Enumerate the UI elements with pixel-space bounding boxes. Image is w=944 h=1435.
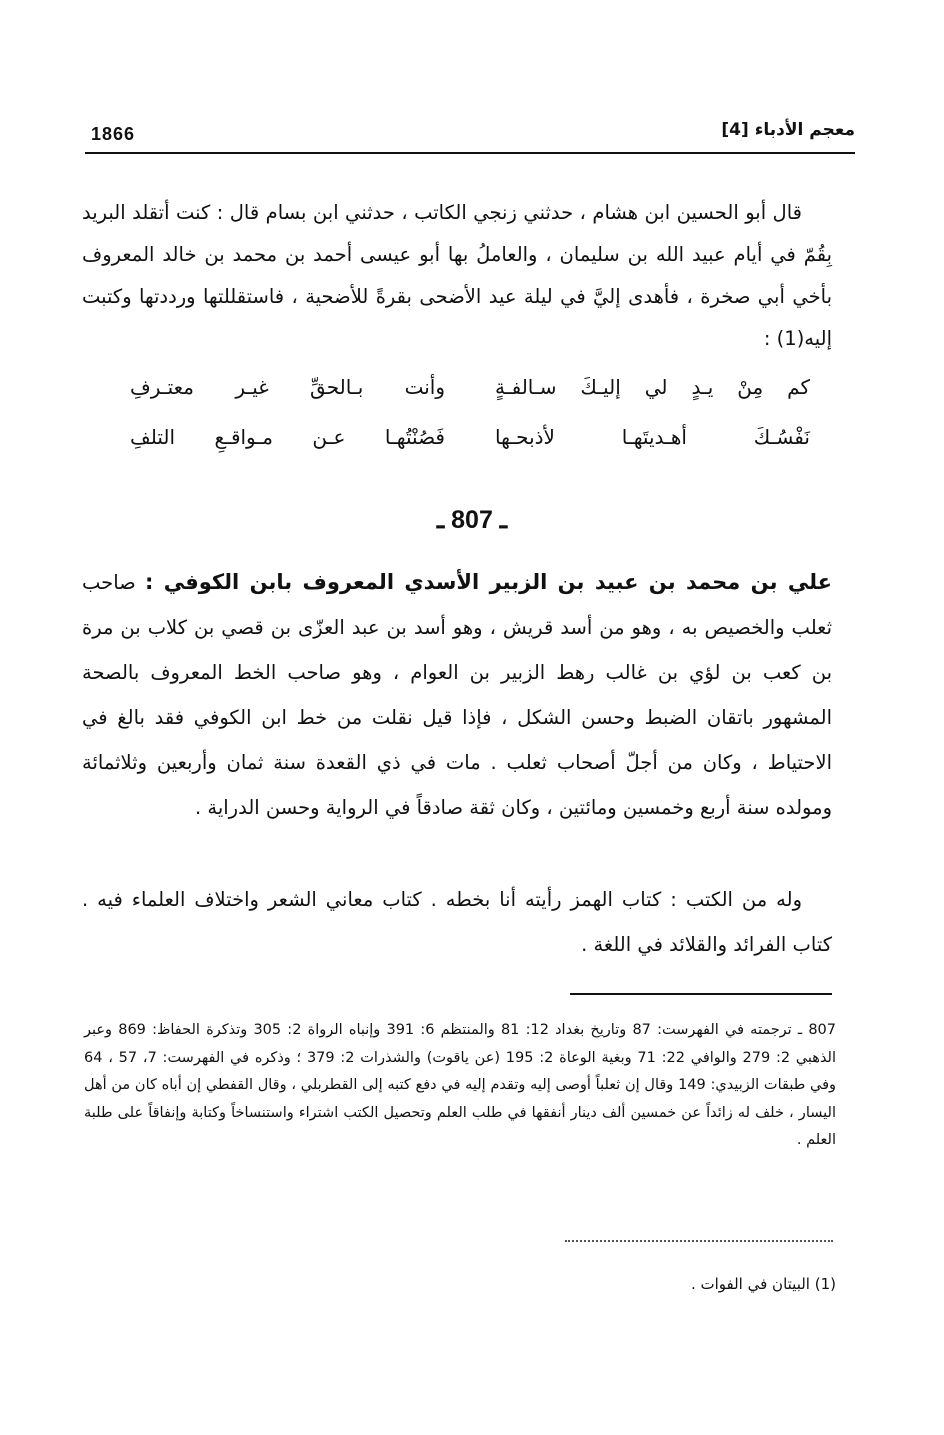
intro-paragraph: قال أبو الحسين ابن هشام ، حدثني زنجي الكاتب ، حدثني ابن بسام قال : كنت أتقلد البريد بِقُمّ في أيام عبيد الله بن سليمان ، والعاملُ بها أبو عيسى أحمد بن محمد بن خالد المعروف بأخي أبي صخرة ، فأهدى إليَّ في ليلة عيد الأضحى بقرةً للأضحية ، فاستقللتها ورددتها وكتبت إليه(1) :: [82, 201, 832, 350]
verse-hemistich-right: نَفْسُـكَ أهـديتَهـا لأذبحـها: [495, 425, 810, 449]
verse-hemistich-left: وأنت بـالحقِّ غيـر معتـرفِ: [130, 375, 445, 399]
running-title: معجم الأدباء [4]: [721, 120, 855, 140]
works-paragraph: وله من الكتب : كتاب الهمز رأيته أنا بخطه . كتاب معاني الشعر واختلاف العلماء فيه . كتاب الفرائد والقلائد في اللغة .: [82, 888, 832, 956]
note-text: (1) البيتان في الفوات .: [690, 1275, 836, 1293]
header-divider: [85, 152, 855, 154]
footnote-dotted-divider: [565, 1240, 833, 1242]
page-number: 1866: [91, 124, 136, 144]
entry-works: [82, 877, 832, 967]
sources-text: 807 ـ ترجمته في الفهرست: 87 وتاريخ بغداد 12: 81 والمنتظم 6: 391 وإنباه الرواة 2: 305 وتذكرة الحفاظ: 869 وعبر الذهبي 2: 279 والوافي 22: 71 وبغية الوعاة 2: 195 (عن ياقوت) والشذرات 2: 379 ؛ وذكره في الفهرست: 7، 57 ، 64 وفي طبقات الزبيدي: 149 وقال إن ثعلباً أوصى إليه وتقدم إليه في دفع كتبه إلى القطربلي ، وقال القفطي إن أباه كان من أهل اليسار ، خلف له زائداً عن خمسين ألف دينار أنفقها في طلب العلم وتحصيل الكتب اشتراء واستنساخاً وكتابة وإنفاقاً على طلبة العلم .: [84, 1022, 837, 1148]
poem-verses: [130, 362, 810, 462]
verse-hemistich-right: كم مِنْ يـدٍ لي إليـكَ سـالفـةٍ: [495, 375, 810, 399]
footnote-sources: [84, 1017, 836, 1155]
footnote-note: [84, 1270, 836, 1298]
entry-number: ـ 807 ـ: [436, 506, 508, 534]
verse-line: [130, 362, 810, 412]
footnote-divider: [570, 993, 832, 995]
entry-biography: [82, 560, 832, 830]
verse-hemistich-left: فَصُنْتُهـا عـن مـواقـعِ التلفِ: [130, 425, 445, 449]
biography-paragraph: [82, 560, 832, 830]
biography-text: صاحب ثعلب والخصيص به ، وهو من أسد قريش ، وهو أسد بن عبد العزّى بن قصي بن كلاب بن مرة بن كعب بن لؤي بن غالب رهط الزبير بن العوام ، وهو صاحب الخط المعروف بالصحة المشهور باتقان الضبط وحسن الشكل ، فإذا قيل نقلت من خط ابن الكوفي فقد بالغ في الاحتياط ، وكان من أجلّ أصحاب ثعلب . مات في ذي القعدة سنة ثمان وأربعين وثلاثمائة ومولده سنة أربع وخمسين ومائتين ، وكان ثقة صادقاً في الرواية وحسن الدراية .: [82, 571, 832, 819]
verse-line: [130, 412, 810, 462]
entry-heading: علي بن محمد بن عبيد بن الزبير الأسدي المعروف بابن الكوفي :: [144, 570, 832, 594]
page-header: [85, 118, 855, 158]
intro-anecdote: [82, 192, 832, 360]
